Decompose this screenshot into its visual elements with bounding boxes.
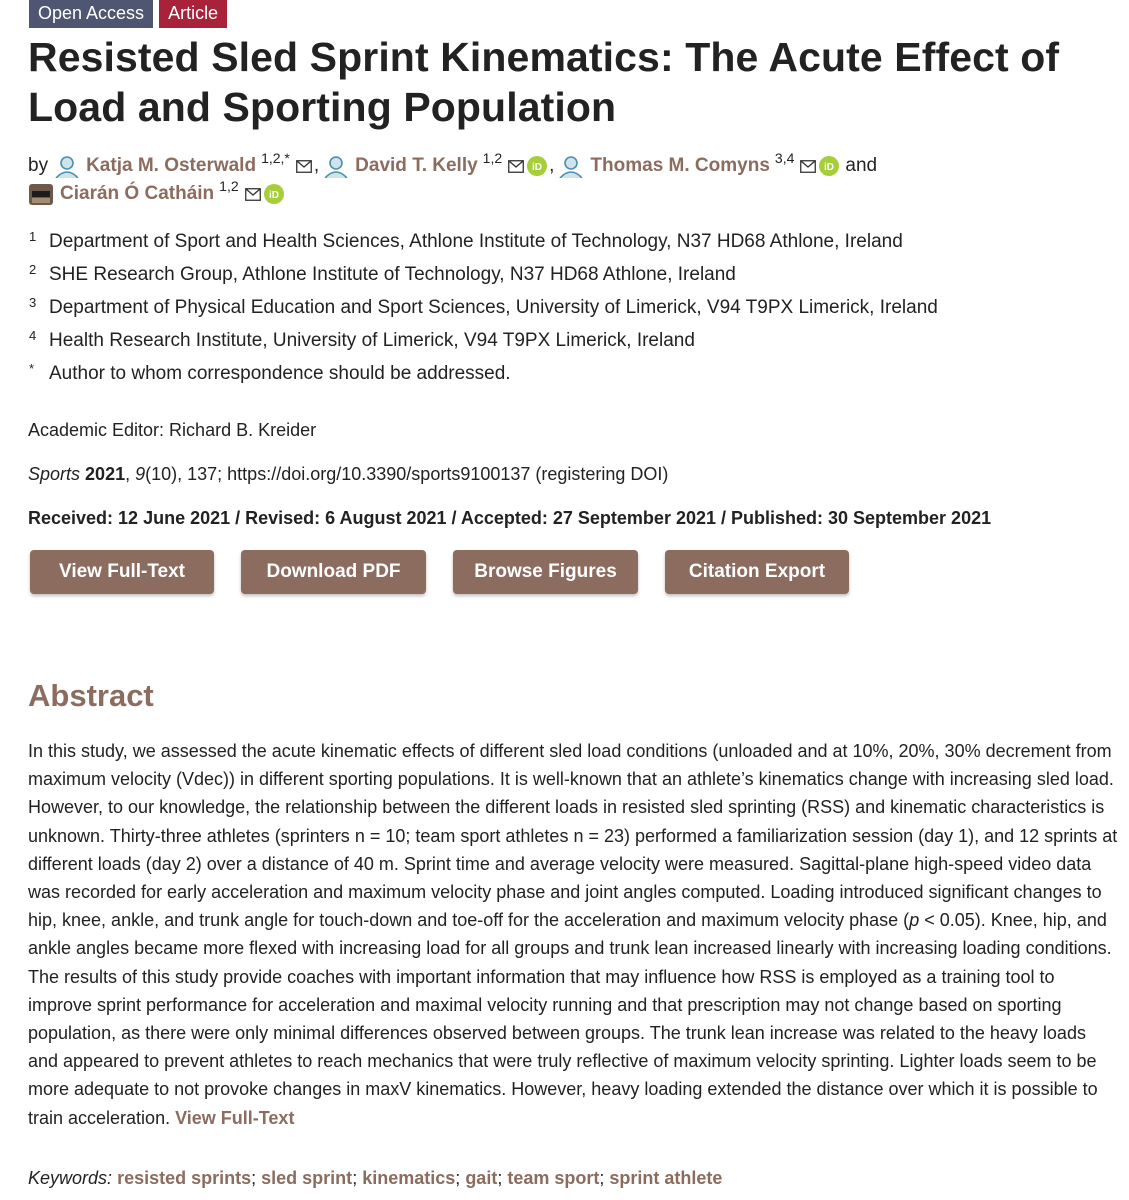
badges xyxy=(29,0,227,28)
affiliation-item xyxy=(29,230,938,263)
author-list xyxy=(28,152,1108,208)
affiliation-item xyxy=(29,296,938,329)
author-name[interactable]: Ciarán Ó Catháin xyxy=(60,183,215,204)
author-4[interactable] xyxy=(28,180,284,208)
abstract-p-symbol: p xyxy=(909,910,920,931)
affiliation-item xyxy=(29,263,938,296)
title-line-2: Load and Sporting Population xyxy=(28,84,617,130)
author-affiliation-sup: 1,2 xyxy=(219,178,239,194)
keywords-label: Keywords: xyxy=(28,1168,113,1188)
author-1[interactable] xyxy=(54,152,312,180)
keyword-link[interactable]: gait xyxy=(465,1168,498,1188)
abstract-view-full-text-link[interactable]: View Full-Text xyxy=(175,1107,295,1128)
author-2[interactable] xyxy=(323,152,547,180)
author-avatar-icon xyxy=(558,154,584,178)
keywords xyxy=(28,1168,722,1189)
keyword-link[interactable]: resisted sprints xyxy=(117,1168,252,1188)
open-access-badge[interactable]: Open Access xyxy=(29,0,153,28)
affiliation-number: 4 xyxy=(29,328,37,343)
orcid-icon[interactable] xyxy=(264,184,284,204)
download-pdf-button[interactable]: Download PDF xyxy=(241,550,426,594)
author-separator: , xyxy=(549,155,555,176)
svg-text:iD: iD xyxy=(824,162,835,173)
abstract-text-part-2: < 0.05). Knee, hip, and ankle angles became more flexed with increasing load for all groups and trunk lean increased linearly with increasing loading conditions. The results of this study provide coaches with important information that may influence how RSS is employed as a training tool to improve sprint performance for acceleration and maximal velocity running and that prescription may not change based on sporting population, as there were only minimal differences observed between groups. The trunk lean increase was related to the heavy loads and appeared to prevent athletes to reach mechanics that were truly reflective of maximum velocity sprinting. Lighter loads seem to be more adequate to not provoke changes in maxV kinematics. However, heavy loading extended the distance over which it is possible to train acceleration. xyxy=(28,910,1112,1128)
author-3[interactable] xyxy=(558,152,839,180)
author-name[interactable]: David T. Kelly xyxy=(355,155,478,176)
keyword-separator: ; xyxy=(497,1168,503,1188)
journal-citation: Sports 2021, 9(10), 137; https://doi.org/10.3390/sports9100137 (registering DOI) xyxy=(28,464,669,484)
article-type-badge: Article xyxy=(159,0,227,28)
mail-icon[interactable] xyxy=(296,160,312,173)
author-separator: , xyxy=(313,155,320,176)
keyword-link[interactable]: kinematics xyxy=(362,1168,456,1188)
abstract-heading: Abstract xyxy=(28,678,154,713)
affiliation-number: * xyxy=(29,361,35,376)
author-avatar-icon xyxy=(28,182,54,206)
keyword-link[interactable]: sprint athlete xyxy=(609,1168,723,1188)
affiliation-number: 1 xyxy=(29,229,37,244)
journal-volume: 9 xyxy=(135,464,146,484)
author-name[interactable]: Thomas M. Comyns xyxy=(590,155,770,176)
page-title xyxy=(28,32,1108,132)
keyword-separator: ; xyxy=(599,1168,605,1188)
orcid-icon[interactable] xyxy=(527,156,547,176)
affiliation-text: Department of Physical Education and Sport Sciences, University of Limerick, V94 T9PX Limerick, Ireland xyxy=(49,297,938,318)
affiliation-text: Author to whom correspondence should be addressed. xyxy=(49,363,511,384)
author-avatar-icon xyxy=(323,154,349,178)
affiliation-number: 2 xyxy=(29,262,37,277)
article-actions xyxy=(30,550,876,594)
journal-issue-doi[interactable]: (10), 137; https://doi.org/10.3390/sports9100137 (registering DOI) xyxy=(145,464,669,484)
and-label: and xyxy=(845,155,878,176)
browse-figures-button[interactable]: Browse Figures xyxy=(453,550,638,594)
abstract-body xyxy=(28,737,1118,1132)
keyword-separator: ; xyxy=(352,1168,358,1188)
author-name[interactable]: Katja M. Osterwald xyxy=(86,155,257,176)
svg-text:iD: iD xyxy=(268,190,279,201)
publication-dates: Received: 12 June 2021 / Revised: 6 August 2021 / Accepted: 27 September 2021 / Published: 30 September 2021 xyxy=(28,508,992,528)
affiliation-item xyxy=(29,329,938,362)
mail-icon[interactable] xyxy=(508,160,524,173)
academic-editor: Academic Editor: Richard B. Kreider xyxy=(28,420,317,440)
keyword-link[interactable]: team sport xyxy=(507,1168,600,1188)
keyword-separator: ; xyxy=(455,1168,461,1188)
citation-export-button[interactable]: Citation Export xyxy=(665,550,849,594)
author-affiliation-sup: 3,4 xyxy=(774,150,795,166)
svg-text:iD: iD xyxy=(532,162,543,173)
author-affiliation-sup: 1,2 xyxy=(482,150,503,166)
affiliation-text: Department of Sport and Health Sciences, Athlone Institute of Technology, N37 HD68 Athlone, Ireland xyxy=(49,231,903,252)
title-line-1: Resisted Sled Sprint Kinematics: The Acute Effect of xyxy=(28,34,1060,80)
author-avatar-icon xyxy=(54,154,80,178)
affiliation-list xyxy=(29,230,938,395)
abstract-text-part-1: In this study, we assessed the acute kinematic effects of different sled load conditions (unloaded and at 10%, 20%, 30% decrement from maximum velocity (Vdec)) in different sporting populations. It is well-known that an athlete’s kinematics change with increasing sled load. However, to our knowledge, the relationship between the different loads in resisted sled sprinting (RSS) and kinematic characteristics is unknown. Thirty-three athletes (sprinters n = 10; team sport athletes n = 23) performed a familiarization session (day 1), and 12 sprints at different loads (day 2) over a distance of 40 m. Sprint time and average velocity were measured. Sagittal-plane high-speed video data was recorded for early acceleration and maximum velocity phase and joint angles computed. Loading introduced significant changes to hip, knee, ankle, and trunk angle for touch-down and toe-off for the acceleration and maximum velocity phase ( xyxy=(28,741,1118,931)
keyword-link[interactable]: sled sprint xyxy=(261,1168,353,1188)
mail-icon[interactable] xyxy=(245,188,261,201)
view-full-text-button[interactable]: View Full-Text xyxy=(30,550,214,594)
affiliation-number: 3 xyxy=(29,295,37,310)
journal-year: 2021 xyxy=(85,464,126,484)
by-label: by xyxy=(28,155,49,176)
author-affiliation-sup: 1,2,* xyxy=(261,150,290,166)
keyword-separator: ; xyxy=(251,1168,257,1188)
affiliation-text: SHE Research Group, Athlone Institute of Technology, N37 HD68 Athlone, Ireland xyxy=(49,264,736,285)
mail-icon[interactable] xyxy=(800,160,816,173)
affiliation-item xyxy=(29,362,938,395)
orcid-icon[interactable] xyxy=(819,156,839,176)
affiliation-text: Health Research Institute, University of Limerick, V94 T9PX Limerick, Ireland xyxy=(49,330,695,351)
journal-name[interactable]: Sports xyxy=(28,464,81,484)
